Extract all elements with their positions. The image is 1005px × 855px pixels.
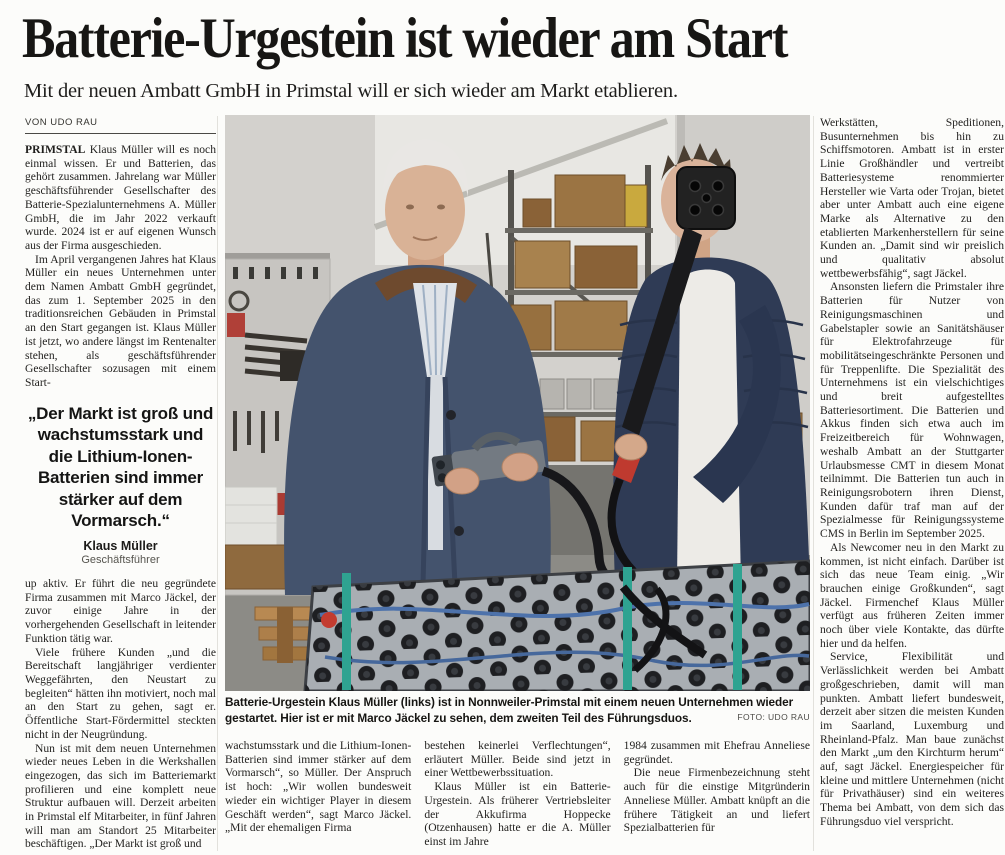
hand: [502, 453, 538, 481]
paragraph: Service, Flexibilität und Verlässlichkeit werden bei Ambatt großgeschrieben, damit will man punkten. Ambatt liefert bundesweit, derzeit aber sitzen die meisten Kunden im Saarland, Luxemburg und Rheinland-Pfalz. Man baue zunächst den Markt „um den Kirchturm herum“ auf, sagt Jäckel. Energiespeicher für kleine und mittlere Unternehmen (nicht für Privathäuser) sind ein weiteres Thema bei Ambatt, von dem sich das Führungsduo viel verspricht.: [820, 650, 1004, 828]
column-rule-right: [813, 116, 814, 851]
pull-quote-role: Geschäftsführer: [81, 554, 160, 567]
bottom-column-1: [225, 739, 411, 855]
teal-strap: [623, 567, 632, 690]
paragraph: Klaus Müller ist ein Batterie-Urgestein. Als früherer Vertriebsleiter der Akkufirma Hoppecke (Otzenhausen) hatte er die A. Müller einst im Jahre: [424, 780, 611, 848]
paragraph: bestehen keinerlei Verflechtungen“, erläutert Müller. Beide sind jetzt in einer Wettbewerbssituation.: [424, 739, 611, 780]
paragraph: Nun ist mit dem neuen Unternehmen wieder neues Leben in die Werkshallen eingezogen, das sich im Batteriemarkt profilieren und eine komplett neue Struktur aufbauen will. Derzeit arbeiten in Primstal elf Mitarbeiter, in fünf Jahren will man am Standort 25 Mitarbeiter beschäftigen. „Der Markt ist groß und: [25, 741, 216, 851]
paragraph: Werkstätten, Speditionen, Busunternehmen bis hin zu Schiffsmotoren. Ambatt ist in erster Linie Großhändler und vertreibt Batteriesysteme renommierter Hersteller wie Varta oder Trojan, bietet aber unter Ambatt auch eine eigene Marke als Alternative zu den etablierten Markenherstellern für seine Kunden an. „Damit sind wir preislich und qualitativ absolut wettbewerbsfähig“, sagt Jäckel.: [820, 116, 1004, 280]
paragraph: 1984 zusammen mit Ehefrau Anneliese gegründet.: [623, 739, 810, 766]
bottom-column-3: [624, 739, 810, 855]
hand: [445, 468, 479, 494]
hand: [615, 434, 647, 460]
bottom-column-2: [424, 739, 610, 855]
article-photo: [225, 115, 810, 691]
red-terminal-cap: [321, 612, 337, 628]
blue-trachten-jacket: [284, 265, 551, 595]
teal-strap: [733, 564, 742, 690]
paragraph: Als Newcomer neu in den Markt zu kommen, ist nicht einfach. Darüber ist sich das neue Team einig. „Wir brauchen einige Großkunden“, sagt Jäckel. Firmenchef Klaus Müller verfügt aus früheren Zeiten immer noch über viele Kontakte, das dürfte hier und da helfen.: [820, 540, 1004, 650]
pull-quote-text: „Der Markt ist groß und wachstumsstark und die Lithium-Ionen-Batterien sind immer stärker auf dem Vormarsch.“: [27, 403, 214, 531]
face: [385, 160, 465, 260]
cardboard-box: [515, 241, 570, 288]
cardboard-box: [555, 301, 627, 350]
pull-quote: [25, 403, 216, 568]
paragraph: Viele frühere Kunden „und die Bereitschaft langjähriger verdienter Weggefährten, den Neustart zu begleiten“ hätten ihn motiviert, noch mal an den Start zu gehen, sagt er. Öffentliche Start-Fördermittel steckten nicht in der Neugründung.: [25, 645, 216, 741]
cardboard-box: [555, 175, 625, 227]
paragraph: Ansonsten liefern die Primstaler ihre Batterien für Nutzer von Reinigungsmaschinen und Gabelstapler sowie an Sanitätshäuser für Elektrofahrzeuge für mobilitätseingeschränkte Personen und für Treppenlifte. Die Spezialität des Unternehmens ist ein vielschichtiges und breit aufgestelltes Batteriesortiment. Die Batterien und Akkus finden sich etwa auch im Freizeitbereich für Wohnwagen, weshalb Ambatt an der Stuttgarter Urlaubsmesse CMT in diesem Monat teilnimmt. Die Batterien tun auch in Reinigungsrobotern ihren Dienst, Kunden dafür traf man auf der Spezialmesse für Reinigungssysteme CMS in Berlin im September 2025.: [820, 280, 1004, 541]
white-shirt: [677, 270, 741, 586]
pull-quote-author: Klaus Müller: [83, 538, 158, 553]
photo-credit: FOTO: UDO RAU: [737, 711, 810, 722]
photo-caption: Batterie-Urgestein Klaus Müller (links) ist in Nonnweiler-Primstal mit einem neuen Unternehmen wieder gestartet. Hier ist er mit Marco Jäckel zu sehen, dem zweiten Teil des Führungsduos. FOTO: UDO RAU: [225, 695, 810, 725]
subheadline: Mit der neuen Ambatt GmbH in Primstal will er sich wieder am Markt etablieren.: [24, 80, 678, 102]
paragraph: Im April vergangenen Jahres hat Klaus Müller ein neues Unternehmen unter dem Namen Ambatt GmbH gegründet, das zum 1. September 2025 in den traditionsreichen Gebäuden in Primstal an den Start gegangen ist. Klaus Müller ist jetzt, wo andere längst im Rentenalter stehen, als geschäftsführender Gesellschafter sozusagen mit einem Start-: [25, 252, 216, 389]
bottom-columns: [225, 739, 810, 855]
paragraph: PRIMSTAL Klaus Müller will es noch einmal wissen. Er und Batterien, das gehört zusammen. Jahrelang war Müller geschäftsführender Gesellschafter des Batterie-Spezialunternehmens A. Müller GmbH, die im Jahr 2022 verkauft wurde. 2024 ist er auf eigenen Wunsch aus der Firma ausgeschieden.: [25, 143, 216, 252]
column-rule-left: [217, 116, 218, 851]
paragraph: up aktiv. Er führt die neu gegründete Firma zusammen mit Marco Jäckel, der zuvor einige Jahre in der vorhergehenden Gesellschaft in leitender Funktion tätig war.: [25, 577, 216, 645]
byline: VON UDO RAU: [25, 117, 216, 134]
right-column: [820, 116, 1004, 829]
paragraph: wachstumsstark und die Lithium-Ionen-Batterien sind immer stärker auf dem Vormarsch“, so Müller. Der Anspruch ist hoch: „Wir wollen bundesweit wieder ein wichtiger Player in diesem Geschäft werden“, sagt Marco Jäckel. „Mit der ehemaligen Firma: [225, 739, 412, 835]
dateline: PRIMSTAL: [25, 143, 86, 156]
article-photo-svg: [225, 115, 810, 691]
headline: Batterie-Urgestein ist wieder am Start: [22, 7, 788, 70]
left-column: [25, 143, 216, 851]
teal-strap: [342, 573, 351, 690]
paragraph: Die neue Firmenbezeichnung steht auch für die einstige Mitgründerin Anneliese Müller. Ambatt knüpft an die frühere Tätigkeit an und liefert Spezialbatterien für: [623, 766, 810, 835]
red-tool: [227, 313, 245, 337]
